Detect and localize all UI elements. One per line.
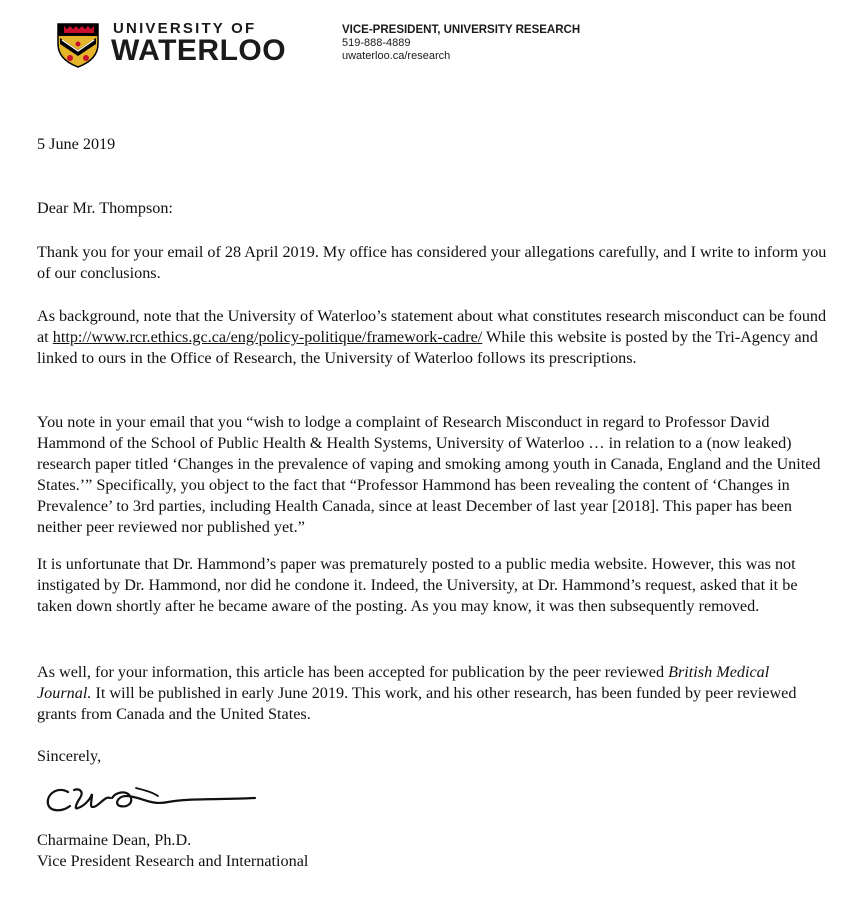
handwritten-signature-icon: [40, 780, 270, 820]
office-title: VICE-PRESIDENT, UNIVERSITY RESEARCH: [342, 24, 581, 36]
signer-title: Vice President Research and International: [37, 852, 309, 870]
letter-date: 5 June 2019: [37, 135, 116, 153]
paragraph-5-text-a: As well, for your information, this article has been accepted for publication by the peer reviewed: [37, 663, 669, 681]
journal-name: British Medical Journal.: [37, 663, 770, 702]
paragraph-1: Thank you for your email of 28 April 2019. My office has considered your allegations carefully, and I write to inform you of our conclusions.: [37, 243, 827, 282]
paragraph-2: [37, 306, 827, 369]
paragraph-5-text-b: It will be published in early June 2019. This work, and his other research, has been funded by peer reviewed grants from Canada and the United States.: [37, 684, 797, 723]
university-name-line2: WATERLOO: [111, 34, 287, 67]
closing: Sincerely,: [37, 747, 102, 765]
office-contact-block: [342, 24, 580, 63]
paragraph-5: [37, 662, 827, 725]
salutation: Dear Mr. Thompson:: [37, 199, 173, 217]
paragraph-4: It is unfortunate that Dr. Hammond’s paper was prematurely posted to a public media website. However, this was not instigated by Dr. Hammond, nor did he condone it. Indeed, the University, at Dr. Hammond’s request, asked that it be taken down shortly after he became aware of the posting. As you may know, it was then subsequently removed.: [37, 555, 798, 615]
university-name-line1: UNIVERSITY OF: [113, 20, 257, 37]
office-phone: 519-888-4889: [342, 37, 411, 49]
office-website: uwaterloo.ca/research: [342, 50, 451, 62]
paragraph-3: You note in your email that you “wish to lodge a complaint of Research Misconduct in regard to Professor David Hammond of the School of Public Health & Health Systems, University of Waterloo … in relation to a (now leaked) research paper titled ‘Changes in the prevalence of vaping and smoking among youth in Canada, England and the United States.’” Specifically, you object to the fact that “Professor Hammond has been revealing the content of ‘Changes in Prevalence’ to 3rd parties, including Health Canada, since at least December of last year [2018]. This paper has been neither peer reviewed nor published yet.”: [37, 413, 821, 536]
paragraph-2-text-b: While this website is posted by the Tri-Agency and linked to ours in the Office of Research, the University of Waterloo follows its prescriptions.: [37, 328, 818, 367]
paragraph-2-text-a: As background, note that the University of Waterloo’s statement about what constitutes research misconduct can be found at: [37, 307, 827, 346]
university-crest-icon: [56, 22, 100, 68]
signer-name: Charmaine Dean, Ph.D.: [37, 831, 192, 849]
policy-framework-link[interactable]: http://www.rcr.ethics.gc.ca/eng/policy-politique/framework-cadre/: [52, 328, 483, 346]
